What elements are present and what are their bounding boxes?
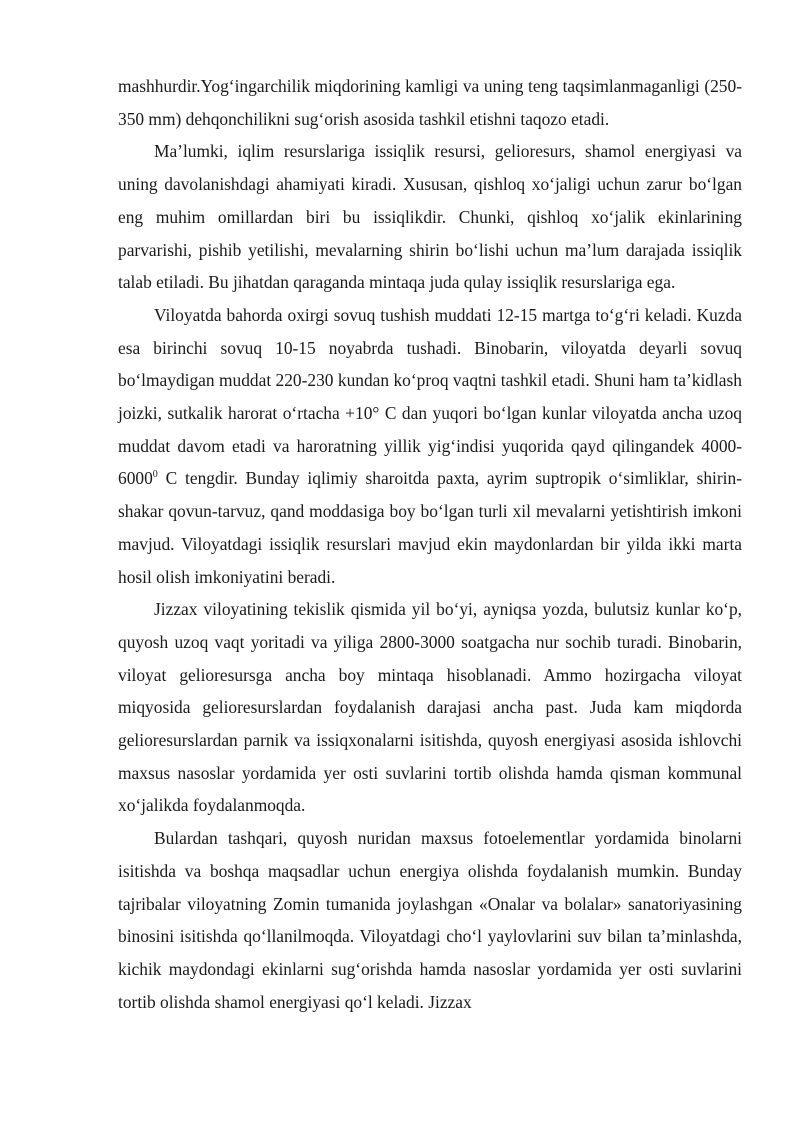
paragraph-3 [118,299,742,593]
paragraph-4: Jizzax viloyatining tekislik qismida yil bo‘yi, ayniqsa yozda, bulutsiz kunlar ko‘p, quyosh uzoq vaqt yoritadi va yiliga 2800-3000 soatgacha nur sochib turadi. Binobarin, viloyat gelioresursga ancha boy mintaqa hisoblanadi. Ammo hozirgacha viloyat miqyosida gelioresurslardan foydalanish darajasi ancha past. Juda kam miqdorda gelioresurslardan parnik va issiqxonalarni isitishda, quyosh energiyasi asosida ishlovchi maxsus nasoslar yordamida yer osti suvlarini tortib olishda hamda qisman kommunal xo‘jalikda foydalanmoqda. [118,599,742,816]
paragraph-5: Bulardan tashqari, quyosh nuridan maxsus fotoelementlar yordamida binolarni isitishda va boshqa maqsadlar uchun energiya olishda foydalanish mumkin. Bunday tajribalar viloyatning Zomin tumanida joylashgan «Onalar va bolalar» sanatoriyasining binosini isitishda qo‘llanilmoqda. Viloyatdagi cho‘l yaylovlarini suv bilan ta’minlashda, kichik maydondagi ekinlarni sug‘orishda hamda nasoslar yordamida yer osti suvlarini tortib olishda shamol energiyasi qo‘l keladi. Jizzax [118,828,742,1012]
paragraph-1: mashhurdir.Yog‘ingarchilik miqdorining kamligi va uning teng taqsimlanmaganligi (250-350 mm) dehqonchilikni sug‘orish asosida tashkil etishni taqozo etadi. [118,76,742,129]
paragraph-2: Ma’lumki, iqlim resurslariga issiqlik resursi, gelioresurs, shamol energiyasi va uning davolanishdagi ahamiyati kiradi. Xususan, qishloq xo‘jaligi uchun zarur bo‘lgan eng muhim omillardan biri bu issiqlikdir. Chunki, qishloq xo‘jalik ekinlarining parvarishi, pishib yetilishi, mevalarning shirin bo‘lishi uchun ma’lum darajada issiqlik talab etiladi. Bu jihatdan qaraganda mintaqa juda qulay issiqlik resurslariga ega. [118,141,742,293]
paragraph-3-text-before: Viloyatda bahorda oxirgi sovuq tushish muddati 12-15 martga to‘g‘ri keladi. Kuzda esa birinchi sovuq 10-15 noyabrda tushadi. Binobarin, viloyatda deyarli sovuq bo‘lmaydigan muddat 220-230 kundan ko‘proq vaqtni tashkil etadi. Shuni ham ta’kidlash joizki, sutkalik harorat o‘rtacha +10° C dan yuqori bo‘lgan kunlar viloyatda ancha uzoq muddat davom etadi va haroratning yillik yig‘indisi yuqorida qayd qilingandek 4000-6000 [118,304,742,489]
paragraph-3-text-after: C tengdir. Bunday iqlimiy sharoitda paxta, ayrim suptropik o‘simliklar, shirin-shakar qovun-tarvuz, qand moddasiga boy bo‘lgan turli xil mevalarni yetishtirish imkoni mavjud. Viloyatdagi issiqlik resurslari mavjud ekin maydonlardan bir yilda ikki marta hosil olish imkoniyatini beradi. [118,468,742,587]
document-page [118,70,742,1018]
degree-superscript: 0 [152,469,158,481]
